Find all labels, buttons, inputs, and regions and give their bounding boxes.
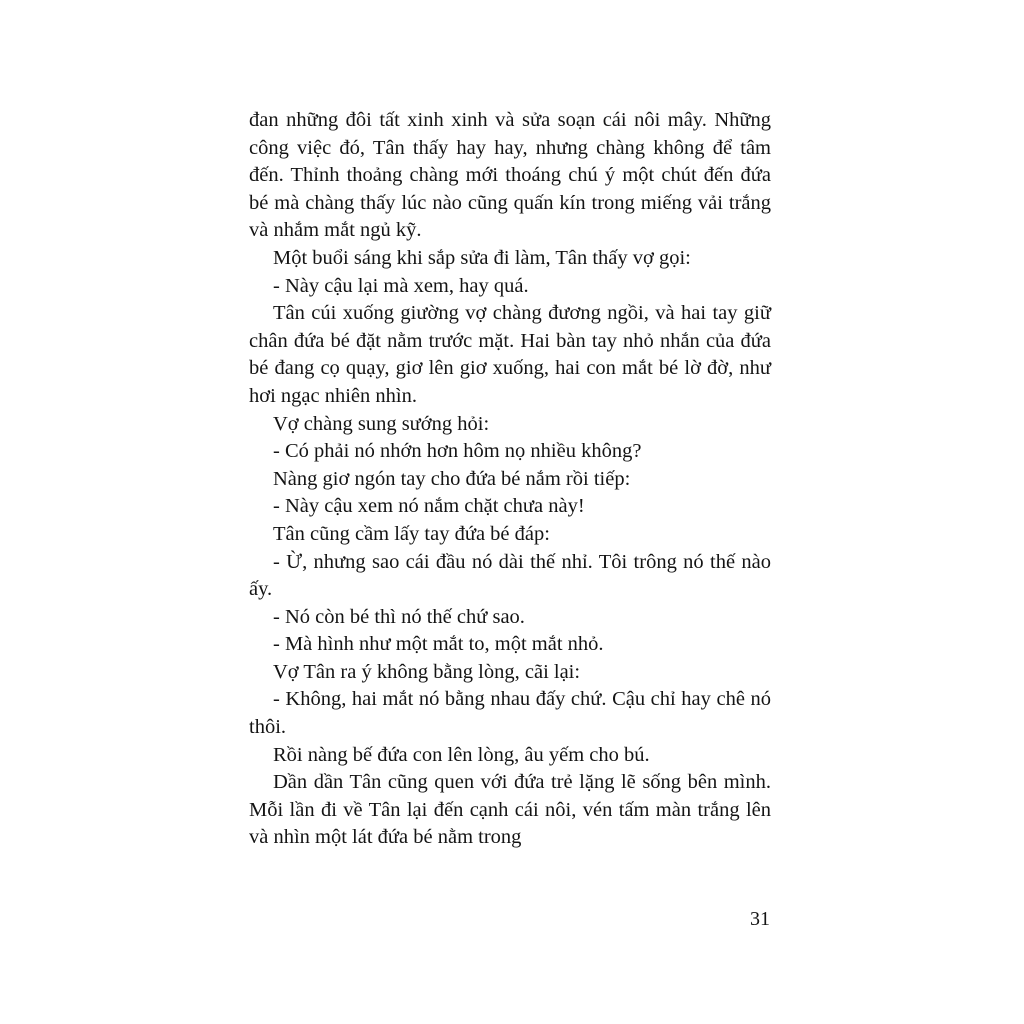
body-text [249,107,771,852]
paragraph: Một buổi sáng khi sắp sửa đi làm, Tân thấy vợ gọi: [273,246,691,269]
paragraph: đan những đôi tất xinh xinh và sửa soạn cái nôi mây. Những công việc đó, Tân thấy hay hay, nhưng chàng không để tâm đến. Thỉnh thoảng chàng mới thoáng chú ý một chút đến đứa bé mà chàng thấy lúc nào cũng quấn kín trong miếng vải trắng và nhắm mắt ngủ kỹ. [249,109,771,242]
paragraph: - Ừ, nhưng sao cái đầu nó dài thế nhỉ. Tôi trông nó thế nào ấy. [249,550,771,601]
paragraph: - Này cậu xem nó nắm chặt chưa này! [273,495,585,518]
paragraph: - Không, hai mắt nó bằng nhau đấy chứ. Cậu chỉ hay chê nó thôi. [249,688,771,739]
paragraph: Rồi nàng bế đứa con lên lòng, âu yếm cho bú. [273,743,650,766]
page-number: 31 [750,908,770,930]
paragraph: - Có phải nó nhớn hơn hôm nọ nhiều không? [273,440,642,463]
paragraph: Tân cũng cầm lấy tay đứa bé đáp: [273,522,550,545]
paragraph: - Mà hình như một mắt to, một mắt nhỏ. [273,633,604,656]
paragraph: Vợ chàng sung sướng hỏi: [273,412,490,435]
paragraph: - Nó còn bé thì nó thế chứ sao. [273,605,525,628]
paragraph: Nàng giơ ngón tay cho đứa bé nắm rồi tiếp: [273,467,631,490]
paragraph: Tân cúi xuống giường vợ chàng đương ngồi, và hai tay giữ chân đứa bé đặt nằm trước mặt. Hai bàn tay nhỏ nhắn của đứa bé đang cọ quạy, giơ lên giơ xuống, hai con mắt bé lờ đờ, như hơi ngạc nhiên nhìn. [249,302,771,407]
paragraph: - Này cậu lại mà xem, hay quá. [273,274,529,297]
paragraph: Vợ Tân ra ý không bằng lòng, cãi lại: [273,660,581,683]
paragraph: Dần dần Tân cũng quen với đứa trẻ lặng lẽ sống bên mình. Mỗi lần đi về Tân lại đến cạnh cái nôi, vén tấm màn trắng lên và nhìn một lát đứa bé nằm trong [249,771,771,849]
